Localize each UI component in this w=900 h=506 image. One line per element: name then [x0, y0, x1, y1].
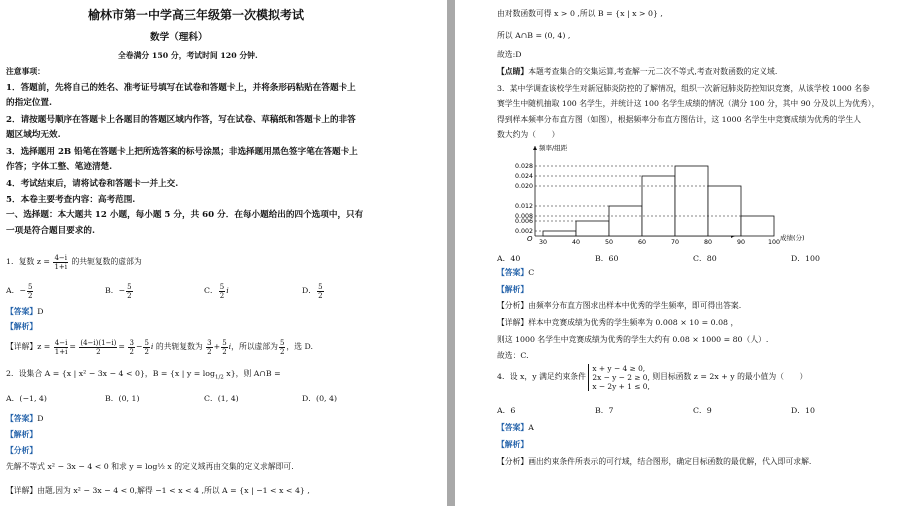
dianjing-text: 本题考查集合的交集运算,考查解一元二次不等式,考查对数函数的定义域. — [528, 67, 778, 76]
q4-option-a: A．6 — [497, 406, 516, 415]
q3-detail-text: 样本中竞赛成绩为优秀的学生频率为 0.008 × 10 = 0.08 ， — [528, 318, 739, 327]
section-heading-a: 一、选择题：本大题共 12 小题，每小题 5 分，共 60 分．在每小题给出的四个选项中，只有 — [6, 210, 364, 220]
q3-detail-tag: 【详解】 — [497, 318, 529, 327]
q1-d-f4n: 5 — [144, 338, 149, 347]
q4-option-d: D．10 — [791, 406, 815, 415]
x-tick-label: 40 — [571, 239, 581, 246]
q1-opt-a-label: A．− — [6, 286, 26, 295]
q2-detail — [6, 486, 310, 496]
q4-option-b: B．7 — [595, 406, 614, 415]
q1-d-num: 5 — [318, 282, 323, 291]
q4-c3: x − 2y + 1 ≤ 0, — [592, 381, 650, 391]
q2-continued-3: 故选:D — [497, 50, 522, 59]
y-tick-label: 0.028 — [514, 163, 533, 170]
q1-d-b: 的共轭复数为 — [155, 342, 203, 351]
y-axis-label: 频率/组距 — [539, 144, 568, 152]
origin-label: O — [527, 235, 533, 243]
q1-a-num: 5 — [27, 282, 33, 291]
q1-c-num: 5 — [219, 282, 225, 291]
histogram-bar — [642, 176, 675, 236]
q2-answer — [6, 414, 43, 424]
q1-num: 4−i — [54, 253, 68, 262]
q1-d-i: i — [150, 342, 154, 351]
page-right — [455, 0, 900, 506]
q1-a-den: 2 — [27, 291, 33, 300]
q1-fraction — [53, 254, 68, 271]
q4-fenxi-tag: 【分析】 — [497, 457, 529, 466]
q1-d-c: ，所以虚部为 — [231, 342, 278, 351]
q3-stem-d: 数大约为（ ） — [497, 130, 560, 139]
y-tick-label: 0.020 — [514, 183, 533, 190]
q2-option-d: D．(0, 4) — [302, 394, 338, 403]
q1-c-den: 2 — [219, 291, 225, 300]
q1-option-a — [6, 281, 34, 301]
q4-pre: 4．设 x，y 满足约束条件 — [497, 372, 586, 381]
x-axis-label: 成绩(分) — [780, 234, 805, 242]
q4-constraints — [588, 364, 649, 391]
note-1a: 1．答题前，先将自己的姓名、准考证号填写在试卷和答题卡上，并将条形码粘贴在答题卡上 — [6, 83, 356, 93]
q3-stem-a: 3．某中学调查该校学生对新冠肺炎防控的了解情况，组织一次新冠肺炎防控知识竞赛，从该学校 1000 名参 — [497, 84, 870, 93]
q1-d-den: 2 — [318, 291, 323, 300]
q3-option-d: D．100 — [791, 254, 820, 263]
answer-tag: 【答案】 — [6, 414, 38, 423]
q1-option-c — [204, 281, 229, 301]
q1-opt-c-label: C． — [204, 286, 218, 295]
y-tick-label: 0.006 — [514, 218, 533, 225]
section-heading-b: 一项是符合题目要求的. — [6, 226, 95, 236]
q1-d-f1d: 1+i — [54, 347, 68, 356]
x-tick-label: 100 — [767, 239, 781, 246]
q1-d-i2: i — [228, 342, 232, 351]
q1-d-d: ，选 D. — [286, 342, 313, 351]
q3-then: 则这 1000 名学生中竞赛成绩为优秀的学生大约有 0.08 × 1000 = 80（人）. — [497, 335, 769, 344]
q1-d-f5d: 2 — [207, 347, 212, 356]
q1-option-d — [302, 281, 325, 301]
note-3b: 作答；字体工整、笔迹清楚. — [6, 162, 113, 172]
answer-tag: 【答案】 — [6, 307, 38, 316]
q1-analysis-tag: 【解析】 — [6, 322, 38, 331]
question-4 — [497, 362, 807, 392]
q1-d-f6n: 5 — [222, 338, 227, 347]
page-left — [0, 0, 447, 506]
q4-c2: 2x − y − 2 ≥ 0, — [592, 372, 650, 382]
q1-suffix: 的共轭复数的虚部为 — [71, 257, 142, 266]
q3-fenxi-text: 由频率分布直方图求出样本中优秀的学生频率，即可得出答案. — [528, 301, 742, 310]
q1-option-b — [105, 281, 134, 301]
x-tick-label: 70 — [670, 239, 680, 246]
q2-continued-1: 由对数函数可得 x > 0 ,所以 B = {x | x > 0} , — [497, 9, 663, 18]
q2-option-c: C．(1, 4) — [204, 394, 239, 403]
x-tick-label: 90 — [736, 239, 746, 246]
q2-stem-sub: 1/2 — [214, 374, 224, 381]
note-5: 5．本卷主要考查内容：高考范围. — [6, 195, 136, 205]
note-2a: 2．请按题号顺序在答题卡上各题目的答题区域内作答，写在试卷、草稿纸和答题卡上的非答 — [6, 115, 356, 125]
x-tick-label: 50 — [604, 239, 614, 246]
q3-stem-b: 赛学生中随机抽取 100 名学生，并统计这 100 名学生成绩的情况（满分 100 分，其中 90 分及以上为优秀）， — [497, 99, 880, 108]
x-tick-label: 80 — [703, 239, 713, 246]
q2-analysis: 先解不等式 x² − 3x − 4 < 0 和求 y = log½ x 的定义域再由交集的定义求解即可. — [6, 462, 294, 471]
q3-fenxi — [497, 301, 741, 311]
histogram-bar — [609, 206, 642, 236]
q2-detail-tag: 【详解】 — [6, 486, 38, 495]
q2-detail-text: 由题,因为 x² − 3x − 4 < 0,解得 −1 < x < 4 ,所以 A = {x | −1 < x < 4} , — [37, 486, 310, 495]
q1-d-f2d: 2 — [96, 347, 101, 356]
q1-opt-d-label: D． — [302, 286, 317, 295]
histogram-bar — [576, 221, 609, 236]
q4-c1: x + y − 4 ≥ 0, — [592, 363, 646, 373]
q3-option-b: B．60 — [595, 254, 619, 263]
q1-d-f4d: 2 — [144, 347, 149, 356]
q1-d-f5n: 3 — [207, 338, 212, 347]
q4-answer-value: A — [528, 423, 534, 432]
q4-analysis-tag: 【解析】 — [497, 440, 529, 449]
dianjing-tag: 【点睛】 — [497, 67, 529, 76]
q1-d-f7d: 2 — [279, 347, 285, 356]
subject-title: 数学（理科） — [150, 32, 208, 43]
answer-tag: 【答案】 — [497, 423, 529, 432]
score-line: 全卷满分 150 分，考试时间 120 分钟. — [118, 51, 258, 60]
q1-den: 1+i — [54, 262, 68, 271]
q1-detail: 【详解】z = $\frac{4-i}{1+i}$ = $\frac{(4-i)(1-i)}{2}$ = $\frac{3}{2}$ − $\frac{5}{2}$ i 的共轭复数为 $\frac{3}{2}$ + $\frac{5}{2}$ i，所以虚部为 $\frac{5}{2}$ ，选 D. — [6, 338, 313, 356]
q1-b-num: 5 — [127, 282, 132, 291]
q4-option-c: C．9 — [693, 406, 712, 415]
q3-stem-c: 得到样本频率分布直方图（如图），根据频率分布直方图估计，这 1000 名学生中竞赛成绩为优秀的学生人 — [497, 115, 861, 124]
q1-z: z = — [36, 257, 50, 266]
q1-d-f3d: 2 — [129, 347, 134, 356]
q1-detail-z: z = — [37, 342, 51, 351]
q2-answer-value: D — [37, 414, 44, 423]
y-axis-arrow — [533, 146, 537, 150]
note-3a: 3．选择题用 2B 铅笔在答题卡上把所选答案的标号涂黑；非选择题用黑色签字笔在答题卡上 — [6, 147, 358, 157]
q3-option-a: A．40 — [497, 254, 521, 263]
histogram-bar — [741, 216, 774, 236]
q4-answer — [497, 423, 534, 433]
q1-answer — [6, 307, 43, 317]
note-1b: 的指定位置. — [6, 98, 52, 108]
q1-d-f7n: 5 — [279, 338, 285, 347]
q1-b-den: 2 — [127, 291, 132, 300]
y-tick-label: 0.008 — [514, 213, 533, 220]
q3-fenxi-tag: 【分析】 — [497, 301, 529, 310]
q2-dianjing — [497, 67, 777, 77]
q1-d-f1n: 4−i — [54, 338, 68, 347]
q1-d-minus: − — [135, 342, 143, 351]
y-tick-label: 0.002 — [514, 228, 533, 235]
q1-c-i: i — [226, 286, 229, 295]
q1-answer-value: D — [37, 307, 44, 316]
q3-option-c: C．80 — [693, 254, 717, 263]
q1-prefix: 1．复数 — [6, 257, 35, 266]
q1-detail-tag: 【详解】 — [6, 342, 38, 351]
q2-analysis-tag: 【解析】 — [6, 430, 38, 439]
x-tick-label: 30 — [538, 239, 548, 246]
y-tick-label: 0.012 — [514, 203, 533, 210]
y-tick-label: 0.024 — [514, 173, 533, 180]
q3-choose: 故选：C. — [497, 351, 529, 360]
notes-heading: 注意事项： — [6, 67, 45, 76]
q2-stem-end: x}，则 A∩B = — [223, 369, 281, 378]
q2-fenxi-tag: 【分析】 — [6, 446, 38, 455]
q3-detail — [497, 318, 738, 328]
x-tick-label: 60 — [637, 239, 647, 246]
histogram-bar — [675, 166, 708, 236]
q1-opt-b-label: B．− — [105, 286, 126, 295]
answer-tag: 【答案】 — [497, 268, 529, 277]
question-1 — [6, 252, 142, 272]
q2-stem: 2．设集合 A = {x | x² − 3x − 4 < 0}，B = {x | y = log — [6, 369, 215, 378]
q1-d-f6d: 2 — [222, 347, 227, 356]
q3-answer-value: C — [528, 268, 535, 277]
q4-fenxi — [497, 457, 811, 467]
note-2b: 题区域均无效. — [6, 130, 61, 140]
q4-fenxi-text: 画出约束条件所表示的可行域，结合图形，确定目标函数的最优解，代入即可求解. — [528, 457, 812, 466]
histogram-bar — [543, 231, 576, 236]
q3-analysis-tag: 【解析】 — [497, 285, 529, 294]
note-4: 4．考试结束后，请将试卷和答题卡一并上交. — [6, 179, 179, 189]
histogram-bar — [708, 186, 741, 236]
q2-option-a: A．(−1, 4) — [6, 394, 47, 403]
q3-answer — [497, 268, 534, 278]
question-2 — [6, 369, 281, 383]
exam-title: 榆林市第一中学高三年级第一次模拟考试 — [88, 8, 305, 22]
q4-post: 则目标函数 z = 2x + y 的最小值为（ ） — [652, 372, 808, 381]
q1-d-f3n: 3 — [129, 338, 134, 347]
q2-continued-2: 所以 A∩B = (0, 4) , — [497, 31, 571, 40]
q1-d-f2n: (4−i)(1−i) — [80, 338, 117, 347]
frequency-histogram — [495, 140, 805, 248]
q2-option-b: B．(0, 1) — [105, 394, 140, 403]
